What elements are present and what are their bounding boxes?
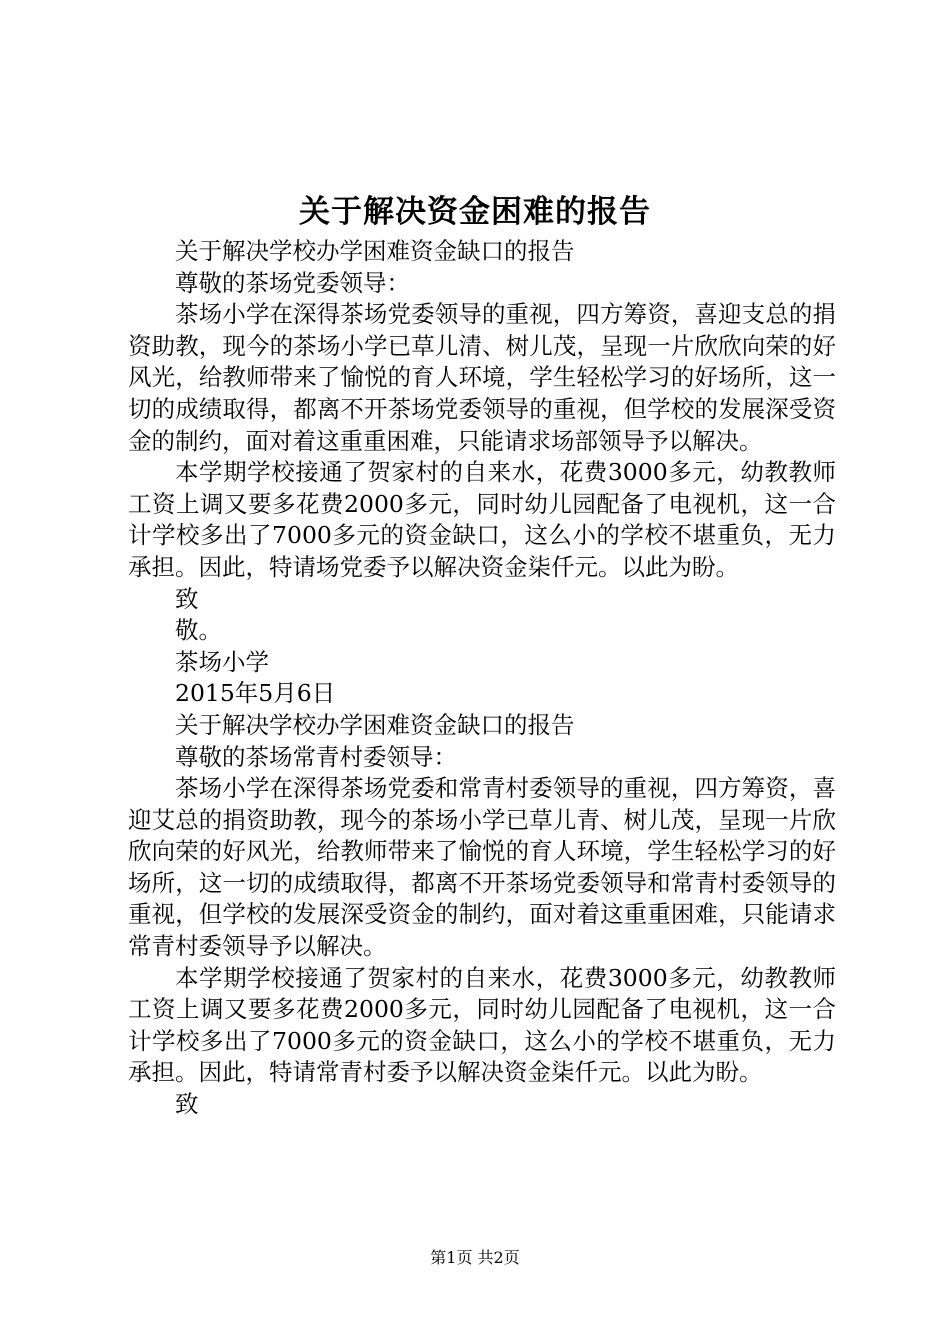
closing-line: 敬。 <box>175 616 222 645</box>
report-heading: 关于解决学校办学困难资金缺口的报告 <box>175 710 575 739</box>
closing-line: 致 <box>175 1090 199 1119</box>
document-body <box>128 236 836 1121</box>
report-heading: 关于解决学校办学困难资金缺口的报告 <box>175 237 575 265</box>
salutation: 尊敬的茶场党委领导： <box>175 268 410 297</box>
signature: 茶场小学 <box>175 647 269 676</box>
body-paragraph: 本学期学校接通了贺家村的自来水，花费3000多元，幼教教师工资上调又要多花费2000多元，同时幼儿园配备了电视机，这一合计学校多出了7000多元的资金缺口，这么小的学校不堪重负，无力承担。因此，特请常青村委予以解决资金柒仟元。以此为盼。 <box>128 963 836 1087</box>
body-paragraph: 茶场小学在深得茶场党委和常青村委领导的重视，四方筹资，喜迎艾总的捐资助教，现今的茶场小学已草儿青、树儿茂，呈现一片欣欣向荣的好风光，给教师带来了愉悦的育人环境，学生轻松学习的好场所，这一切的成绩取得，都离不开茶场党委领导和常青村委领导的重视，但学校的发展深受资金的制约，面对着这重重困难，只能请求常青村委领导予以解决。 <box>128 774 836 961</box>
body-paragraph: 本学期学校接通了贺家村的自来水，花费3000多元，幼教教师工资上调又要多花费2000多元，同时幼儿园配备了电视机，这一合计学校多出了7000多元的资金缺口，这么小的学校不堪重负，无力承担。因此，特请场党委予以解决资金柒仟元。以此为盼。 <box>128 458 836 581</box>
date-line: 2015年5月6日 <box>175 679 336 708</box>
document-title: 关于解决资金困难的报告 <box>299 194 651 230</box>
page-footer: 第1页 共2页 <box>430 1248 520 1267</box>
body-paragraph: 茶场小学在深得茶场党委领导的重视，四方筹资，喜迎支总的捐资助教，现今的茶场小学已草儿清、树儿茂，呈现一片欣欣向荣的好风光，给教师带来了愉悦的育人环境，学生轻松学习的好场所，这一切的成绩取得，都离不开茶场党委领导的重视，但学校的发展深受资金的制约，面对着这重重困难，只能请求场部领导予以解决。 <box>128 300 836 455</box>
salutation: 尊敬的茶场常青村委领导： <box>175 742 457 771</box>
closing-line: 致 <box>175 584 199 613</box>
